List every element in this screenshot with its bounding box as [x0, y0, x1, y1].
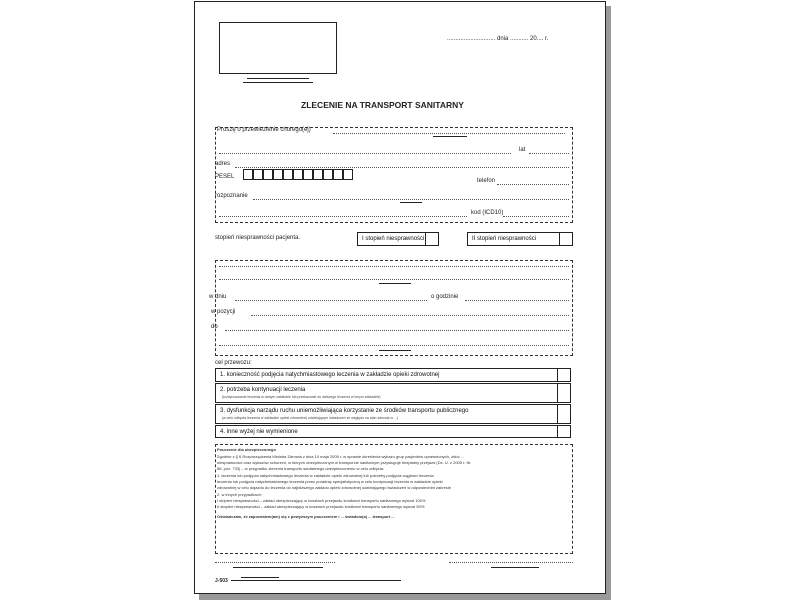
purpose-checkbox[interactable] [557, 426, 570, 437]
purpose-checkbox[interactable] [557, 405, 570, 423]
instructions-line: 1. leczenia lub podjęcia natychmiastowego leczenia w zakładzie opieki zdrowotnej lub potrzeby podjęcia ciągłości leczenia [217, 473, 434, 478]
disability-checkbox[interactable] [559, 233, 572, 245]
destination-field-2[interactable] [219, 345, 569, 346]
pesel-digit[interactable] [293, 169, 303, 180]
icd-field[interactable] [503, 216, 569, 217]
instructions-line: 2. w innych przypadkach: [217, 492, 262, 497]
purpose-option-3[interactable] [215, 404, 571, 424]
pesel-digit[interactable] [243, 169, 253, 180]
instructions-line: niesprawności oraz wykazów schorzeń, w których ubezpieczonym w transporcie sanitarnym przysługuje bezpłatny przejazd (Dz. U. z 2005 r. Nr [217, 460, 471, 465]
pesel-digit[interactable] [313, 169, 323, 180]
to-label: do [211, 324, 218, 330]
pesel-digit[interactable] [333, 169, 343, 180]
stamp-underline [247, 78, 309, 79]
instructions-line: Zgodnie z § 6 Rozporządzenia Ministra Zdrowia z dnia 10 maja 2005 r. w sprawie określenia wykazu grup pacjentów uprawnionych, zbiór ... [217, 454, 465, 459]
route-from-field-2[interactable] [219, 279, 569, 280]
purpose-label: cel przewozu: [215, 360, 252, 366]
purpose-option-label: 1. konieczność podjęcia natychmiastowego leczenia w zakładzie opieki zdrowotnej [220, 372, 440, 378]
disability-option-label: I stopień niesprawności [362, 236, 425, 242]
purpose-option-note: (kontynuowanie leczenia w danym zakładzie lub przekazanie do dalszego leczenia w innym zakładzie) [222, 395, 381, 399]
purpose-option-note: (w celu odbycia leczenia w zakładzie opieki zdrowotnej udzielającym świadczeń ze względu na stan zdrowia w ...) [222, 416, 399, 420]
diagnosis-field[interactable] [253, 199, 569, 200]
pesel-cells[interactable] [243, 169, 359, 181]
purpose-option-4[interactable] [215, 425, 571, 438]
form-code-underline [241, 577, 279, 578]
patient-name-field[interactable] [333, 133, 565, 134]
disability-option-label: II stopień niesprawności [472, 236, 537, 242]
signature-underline [491, 567, 539, 568]
address-field[interactable] [235, 167, 569, 168]
disability-label: stopień niesprawności pacjenta. [215, 235, 301, 241]
position-field[interactable] [251, 315, 569, 316]
pesel-label: PESEL [215, 174, 235, 180]
instructions-line: 86, poz. 733) – w przypadku zlecenia transportu sanitarnego ubezpieczonemu w celu odbycia: [217, 466, 384, 471]
pesel-digit[interactable] [323, 169, 333, 180]
icd-label: kod (ICD10) [471, 210, 504, 216]
purpose-option-label: 2. potrzeba kontynuacji leczenia [220, 387, 306, 393]
purpose-option-label: 3. dysfunkcja narządu ruchu uniemożliwiająca korzystanie ze środków transportu publicznego [220, 408, 469, 414]
form-code-underline [231, 580, 401, 581]
disability-checkbox[interactable] [425, 233, 438, 245]
document-title: ZLECENIE NA TRANSPORT SANITARNY [301, 100, 464, 110]
instructions-line: zdrowotnej w celu dojazdu do leczenia do najbliższego zakładu opieki zdrowotnej udzielającego świadczeń w odpowiednim zakresie [217, 485, 451, 490]
destination-field[interactable] [225, 330, 569, 331]
mark-line [433, 136, 467, 137]
signature-field-left[interactable] [215, 562, 335, 563]
pesel-digit[interactable] [253, 169, 263, 180]
route-from-field[interactable] [219, 266, 569, 267]
signature-field-right[interactable] [449, 562, 573, 563]
age-label: lat [519, 147, 526, 153]
day-field[interactable] [235, 300, 427, 301]
instructions-heading: Pouczenie dla ubezpieczonego [217, 447, 276, 452]
pesel-digit[interactable] [273, 169, 283, 180]
signature-underline [233, 567, 323, 568]
position-label: w pozycji [211, 309, 236, 315]
instructions-line: leczenia lub podjęcia natychmiastowego leczenia przez poradnię specjalistyczną w celu kontynuacji leczenia w zakładzie opieki [217, 479, 443, 484]
purpose-checkbox[interactable] [557, 369, 570, 381]
purpose-option-2[interactable] [215, 383, 571, 403]
request-label: Proszę o przewiezienie chorego(ej) [217, 127, 311, 133]
instructions-footer: Oświadczam, że zapoznałem(am) się z powyższym pouczeniem i ... świadom(a) ... transport ... [217, 514, 395, 519]
purpose-option-1[interactable] [215, 368, 571, 382]
day-label: w dniu [209, 294, 227, 300]
pesel-digit[interactable] [303, 169, 313, 180]
pesel-digit[interactable] [343, 169, 353, 180]
mark-line [379, 283, 411, 284]
hour-label: o godzinie [431, 294, 459, 300]
form-code: J-503 [215, 578, 228, 584]
place-date-field[interactable]: ............................. dnia ........... 20.... r. [447, 36, 549, 42]
instructions-line: I stopień niesprawności – zakład ubezpieczający w kosztach przejazdu środkami transportu sanitarnego wynosi 100% [217, 498, 426, 503]
purpose-checkbox[interactable] [557, 384, 570, 402]
disability-option-1[interactable] [357, 232, 439, 246]
disability-option-2[interactable] [467, 232, 573, 246]
route-section [215, 260, 573, 356]
pesel-digit[interactable] [263, 169, 273, 180]
address-label: adres [215, 161, 231, 167]
mark-line [400, 202, 422, 203]
hour-field[interactable] [465, 300, 569, 301]
diagnosis-label: rozpoznanie [215, 193, 248, 199]
patient-name-field-2[interactable] [219, 153, 511, 154]
stamp-box[interactable] [219, 22, 337, 74]
age-field[interactable] [529, 153, 569, 154]
purpose-option-label: 4. inne wyżej nie wymienione [220, 429, 298, 435]
instructions-line: II stopień niesprawności – zakład ubezpieczający w kosztach przejazdu środkami transportu sanitarnego wynosi 50% [217, 504, 425, 509]
phone-field[interactable] [497, 184, 569, 185]
stamp-underline [243, 82, 313, 83]
phone-label: telefon [477, 178, 496, 184]
document-page [194, 1, 606, 594]
diagnosis-field-2[interactable] [219, 216, 467, 217]
pesel-digit[interactable] [283, 169, 293, 180]
mark-line [379, 350, 411, 351]
